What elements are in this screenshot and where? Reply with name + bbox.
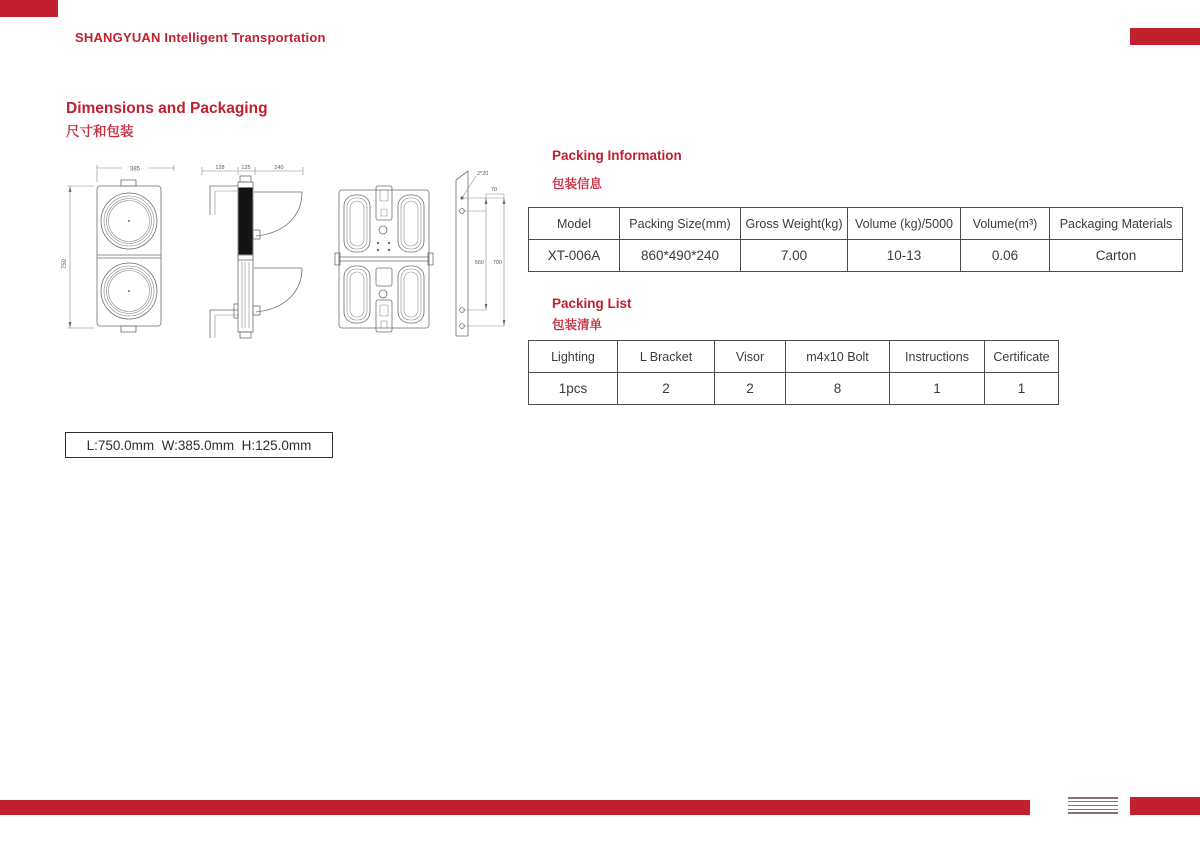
front-width-dim: 385	[129, 166, 141, 173]
packing-list-title-zh: 包装清单	[552, 318, 603, 332]
section-title-en: Dimensions and Packaging	[66, 100, 268, 117]
packing-info-header-row	[529, 208, 1183, 240]
packing-list-header: Lighting	[529, 341, 618, 373]
packing-info-header: Gross Weight(kg)	[741, 208, 848, 240]
packing-info-header: Volume (kg)/5000	[848, 208, 961, 240]
plate-dim-top: 70	[490, 187, 498, 193]
packing-info-cell: 10-13	[848, 240, 961, 272]
packing-list-cell: 8	[786, 373, 890, 405]
packing-info-header: Packaging Materials	[1050, 208, 1183, 240]
packing-list-cell: 1	[985, 373, 1059, 405]
side-dim-depth: 125	[241, 165, 251, 171]
side-dim-visor: 240	[274, 165, 284, 171]
plate-hole-note: 2*20	[477, 171, 489, 177]
side-dim-bracket: 128	[215, 165, 225, 171]
packing-info-table	[528, 207, 1183, 272]
front-height-dim: 750	[62, 258, 68, 270]
packing-list-header: Instructions	[890, 341, 985, 373]
packing-info-title-en: Packing Information	[552, 148, 682, 163]
packing-list-header: L Bracket	[618, 341, 715, 373]
back-view-drawing	[332, 184, 436, 334]
packing-list-cell: 1pcs	[529, 373, 618, 405]
packing-list-value-row	[529, 373, 1059, 405]
packing-list-header: Visor	[715, 341, 786, 373]
side-view-drawing	[198, 158, 313, 342]
packing-info-header: Volume(m³)	[961, 208, 1050, 240]
packing-info-cell: Carton	[1050, 240, 1183, 272]
overall-dimension-label: L:750.0mm W:385.0mm H:125.0mm	[65, 432, 333, 458]
packing-info-cell: 860*490*240	[620, 240, 741, 272]
packing-info-header: Model	[529, 208, 620, 240]
plate-dim-inner: 560	[474, 260, 484, 266]
packing-list-header: Certificate	[985, 341, 1059, 373]
packing-list-cell: 2	[618, 373, 715, 405]
stacked-lines-icon	[1068, 797, 1118, 814]
footer-accent-bar-right	[1130, 797, 1200, 815]
plate-dim-outer: 700	[492, 260, 502, 266]
packing-list-table	[528, 340, 1059, 405]
packing-info-cell: 7.00	[741, 240, 848, 272]
packing-list-cell: 1	[890, 373, 985, 405]
packing-list-cell: 2	[715, 373, 786, 405]
footer-accent-bar-main	[0, 800, 1030, 815]
packing-info-title-zh: 包装信息	[552, 177, 603, 191]
section-title-zh: 尺寸和包装	[66, 124, 134, 139]
front-view-drawing	[60, 158, 190, 338]
packing-info-cell: XT-006A	[529, 240, 620, 272]
packing-list-header: m4x10 Bolt	[786, 341, 890, 373]
brand-title: SHANGYUAN Intelligent Transportation	[75, 30, 326, 45]
packing-info-value-row	[529, 240, 1183, 272]
mount-plate-drawing	[442, 158, 530, 344]
packing-info-header: Packing Size(mm)	[620, 208, 741, 240]
header-accent-bar-left	[0, 0, 58, 17]
packing-list-title-en: Packing List	[552, 296, 632, 311]
header-accent-bar-right	[1130, 28, 1200, 45]
packing-info-cell: 0.06	[961, 240, 1050, 272]
packing-list-header-row	[529, 341, 1059, 373]
